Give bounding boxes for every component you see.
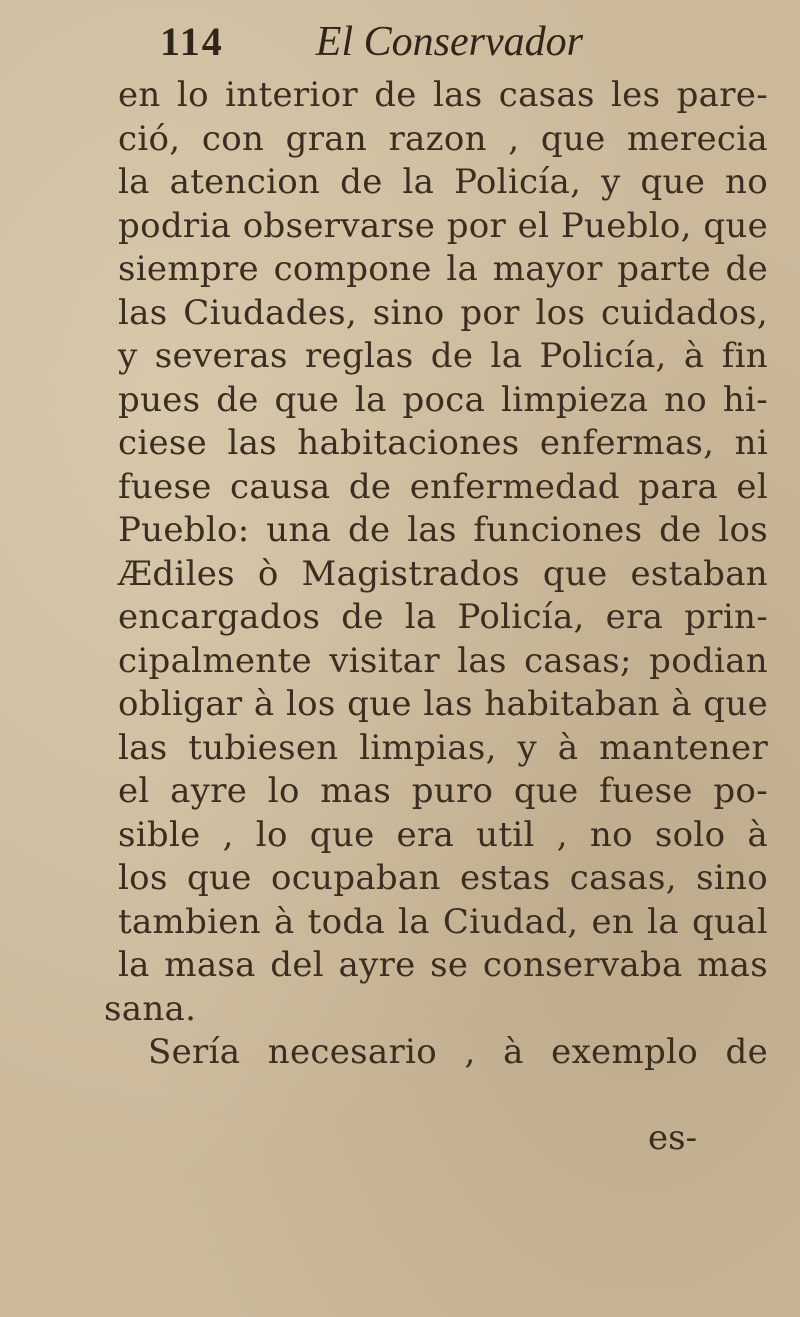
text-line: Pueblo: una de las funciones de los (118, 510, 768, 550)
running-title: El Conservador (315, 19, 583, 65)
text-line: la atencion de la Policía, y que no (118, 162, 768, 202)
text-line: obligar à los que las habitaban à que (118, 684, 768, 724)
text-line: los que ocupaban estas casas, sino (118, 858, 768, 898)
text-line: podria observarse por el Pueblo, que (118, 205, 768, 246)
text-line: las Ciudades, sino por los cuidados, (118, 292, 768, 333)
text-line: las tubiesen limpias, y à mantener (118, 727, 768, 768)
page-header (160, 18, 583, 70)
text-line: sible , lo que era util , no solo à (118, 814, 768, 855)
text-line: y severas reglas de la Policía, à fin (118, 336, 768, 376)
text-line: Sería necesario , à exemplo de (148, 1032, 768, 1072)
text-line: tambien à toda la Ciudad, en la qual (118, 901, 768, 942)
text-line: el ayre lo mas puro que fuese po- (118, 771, 768, 811)
page-number: 114 (160, 19, 224, 64)
text-line: ció, con gran razon , que merecia (118, 118, 768, 159)
text-line: pues de que la poca limpieza no hi- (118, 379, 768, 420)
text-line: encargados de la Policía, era prin- (118, 597, 768, 637)
text-line: siempre compone la mayor parte de (118, 249, 768, 289)
text-line: Ædiles ò Magistrados que estaban (118, 553, 768, 594)
text-line: sana. (104, 988, 197, 1029)
text-line: la masa del ayre se conservaba mas (118, 945, 768, 985)
body-text (104, 74, 768, 1075)
text-line: cipalmente visitar las casas; podian (118, 640, 768, 681)
text-line: fuese causa de enfermedad para el (118, 466, 768, 507)
catchword: es- (648, 1118, 698, 1158)
text-line: en lo interior de las casas les pare- (118, 75, 768, 115)
text-line: ciese las habitaciones enfermas, ni (118, 423, 768, 463)
